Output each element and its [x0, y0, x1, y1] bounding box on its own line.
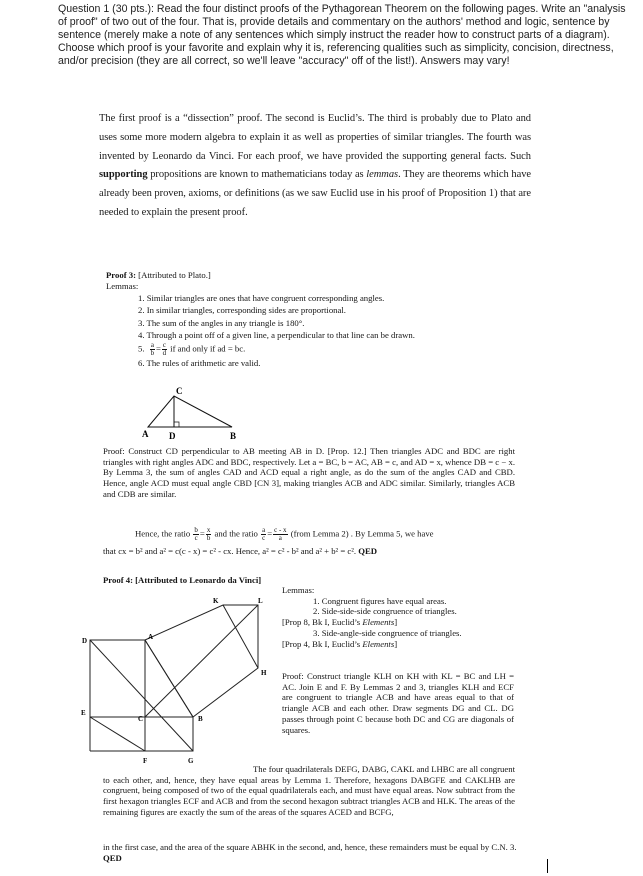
proof4-heading: Proof 4: [Attributed to Leonardo da Vinci]: [103, 575, 262, 585]
question-prompt: Question 1 (30 pts.): Read the four distinct proofs of the Pythagorean Theorem on the following pages. Write an "analysis of proof" of two out of the four. That is, provide details and commentary on the authors' method and logic, sentence by sentence (merely make a note of any sentences which simply instruct the reader how to construct parts of a diagram). Choose which proof is your favorite and explain why it is, referencing qualities such as simplicity, concision, directness, and/or precision (they are all correct, so we'll leave "accuracy" off of the list!). Answers may vary!: [58, 3, 626, 67]
proof4-lemmas-label: Lemmas:: [282, 585, 315, 595]
ratio-frac-cxa: $\frac{c - x}{a}$: [274, 526, 287, 542]
fig2-label-d: D: [82, 637, 88, 645]
triangle-figure: [140, 385, 240, 441]
proof3-lemma-5: 5. $\frac{a}{b}$ = $\frac{c}{d}$ if and only if ad = bc.: [138, 341, 246, 358]
proof3-lemma-6: 6. The rules of arithmetic are valid.: [138, 358, 261, 369]
fig2-label-l: L: [258, 597, 263, 605]
fig1-label-b: B: [230, 431, 237, 441]
ratio-frac-bc: $\frac{b}{c}$: [194, 526, 198, 542]
intro-text-1: The first proof is a “dissection” proof. The second is Euclid’s. The third is probably due to Plato and uses some more modern algebra to explain it as well as properties of similar triangles. The fourth was invented by Leonardo da Vinci. For each proof, we have provided the supporting general facts. Such: [99, 113, 531, 162]
text-cursor: [547, 859, 548, 873]
intro-italic-word: lemmas: [366, 169, 399, 181]
intro-text-2: propositions are known to mathematicians today as: [147, 169, 367, 181]
ratio-frac-xb: $\frac{x}{b}$: [206, 526, 211, 542]
intro-text-3: . They are theorems which have already been proven, axioms, or definitions (as we saw Euclid use in his proof of Proposition 1) that are needed to explain the present proof.: [99, 169, 532, 218]
proof3-lemma-1: 1. Similar triangles are ones that have congruent corresponding angles.: [138, 293, 385, 303]
proof3-lemmas-label: Lemmas:: [106, 281, 139, 291]
lemma5-frac-ab: $\frac{a}{b}$: [150, 341, 155, 358]
fig1-label-a: A: [142, 429, 149, 439]
fig1-label-c: C: [176, 386, 183, 396]
intro-bold-word: supporting: [99, 169, 148, 181]
da-vinci-figure: [78, 593, 278, 767]
fig2-label-k: K: [213, 597, 219, 605]
proof3-text: Proof: Construct CD perpendicular to AB meeting AB in D. [Prop. 12.] Then triangles ADC and BDC are right triangles with right angles ADC and BDC, respectively. Let a = BC, b = AC, AB = c, and AD = x, whence DB = c − x. By Lemma 3, the sum of angles CAD and ACD equal a right angle, as do the sum of the angles CAD and CBD. Hence, angle ACD must equal angle CBD [CN 3], making triangles ACB and ADC similar. Similarly, triangles ACB and CDB are similar.: [103, 446, 515, 499]
fig2-label-e: E: [81, 709, 86, 717]
proof4-lemma-3: 3. Side-angle-side congruence of triangles.: [313, 627, 462, 638]
proof4-qed: QED: [103, 852, 122, 863]
proof3-lemma-2: 2. In similar triangles, corresponding sides are proportional.: [138, 305, 346, 316]
proof3-ratio-line-1: Hence, the ratio $\frac{b}{c}$ = $\frac{x}{b}$ and the ratio $\frac{a}{c}$ = $\frac{c - x}{a}$ (from Lemma 2) . By Lemma 5, we have: [135, 526, 434, 542]
fig2-label-h: H: [261, 669, 267, 677]
proof4-lemmas: [282, 585, 532, 649]
fig2-label-f: F: [143, 757, 148, 765]
proof4-lemma-3-ref: [Prop 4, Bk I, Euclid’s Elements]: [282, 638, 398, 649]
proof3-lemma-4: 4. Through a point off of a given line, a perpendicular to that line can be drawn.: [138, 329, 415, 340]
ratio-frac-ac: $\frac{a}{c}$: [262, 526, 266, 542]
proof3-ratio-line-2: that cx = b² and a² = c(c - x) = c² - cx. Hence, a² = c² - b² and a² + b² = c². QED: [103, 546, 378, 556]
fig2-label-c: C: [138, 715, 144, 723]
fig2-label-a: A: [148, 633, 154, 641]
proof4-conclusion: in the first case, and the area of the square ABHK in the second, and, hence, these remainders must be equal by C.N. 3. QED: [103, 842, 517, 863]
proof4-quadrilaterals-text: The four quadrilaterals DEFG, DABG, CAKL and LHBC are all congruent to each other, and, hence, they have equal areas by Lemma 1. Therefore, hexagons DABGFE and CAKLHB are congruent, being composed of two of the equal quadrilaterals each, and must have equal areas. Now subtract from the first hexagon triangles ECF and ACB and from the second hexagon subtract triangles ACB and HLK. The areas of the remaining figures are exactly the sum of the areas of the squares ACED and BCFG,: [103, 764, 515, 817]
lemma5-frac-cd: $\frac{c}{d}$: [162, 341, 167, 358]
proof3-lemma-list: [138, 293, 518, 370]
fig1-label-d: D: [169, 431, 176, 441]
proof3-lemma-3: 3. The sum of the angles in any triangle is 180°.: [138, 317, 305, 328]
proof3-heading: [106, 270, 211, 281]
proof3-heading-bold: Proof 3:: [106, 270, 136, 280]
proof4-lemma-1: 1. Congruent figures have equal areas.: [313, 595, 447, 606]
proof4-lemma-2-ref: [Prop 8, Bk I, Euclid’s Elements]: [282, 617, 398, 628]
proof3-qed: QED: [358, 546, 378, 556]
intro-paragraph: [99, 110, 531, 223]
proof4-text: Proof: Construct triangle KLH on KH with KL = BC and LH = AC. Join E and F. By Lemmas 2 and 3, triangles KLH and ECF are congruent to triangle ACB and have areas equal to that of triangle ACB and each other. Draw segments DG and CL. DG passes through point C because both DC and CG are diagonals of squares.: [282, 671, 514, 735]
proof4-lemma-2: 2. Side-side-side congruence of triangles.: [313, 606, 457, 617]
fig2-label-b: B: [198, 715, 203, 723]
fig2-label-g: G: [188, 757, 194, 765]
proof3-heading-rest: [Attributed to Plato.]: [136, 270, 211, 280]
